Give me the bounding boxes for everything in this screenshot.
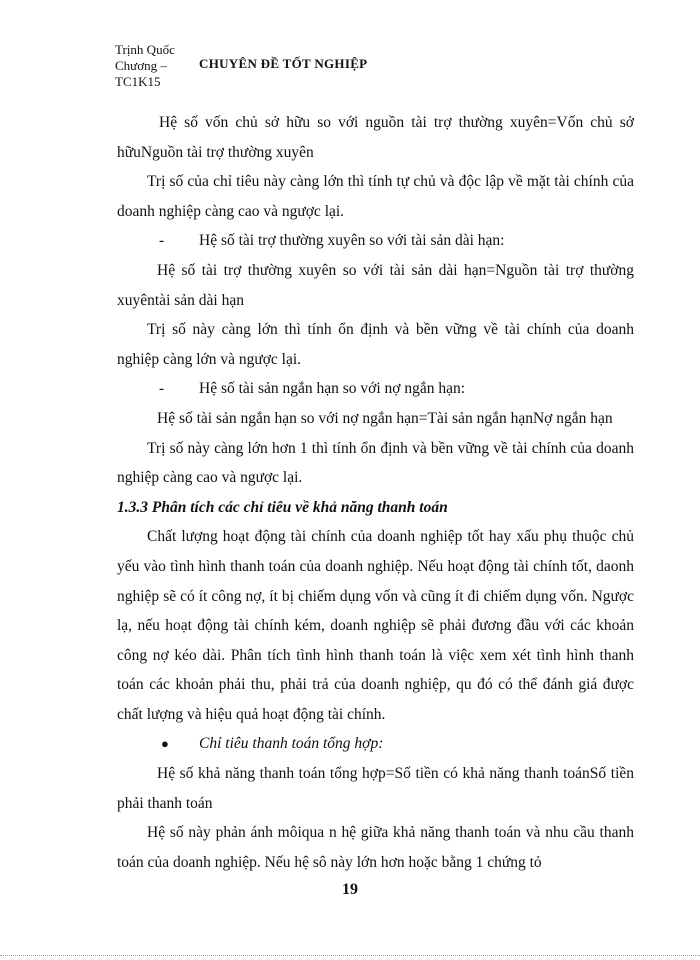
dash-item [117, 226, 634, 256]
paragraph: Hệ số này phản ánh môiqua n hệ giữa khả năng thanh toán và nhu cầu thanh toán của doanh nghiệp. Nếu hệ sô này lớn hơn hoặc bằng 1 chứng tỏ [117, 824, 634, 871]
section-heading: 1.3.3 Phân tích các chỉ tiêu về khả năng thanh toán [117, 498, 448, 516]
author-block [115, 42, 195, 90]
bullet-item [117, 729, 634, 759]
paragraph: Trị số này càng lớn hơn 1 thì tính ổn định và bền vững về tài chính của doanh nghiệp càng cao và ngược lại. [117, 439, 634, 487]
author-line: Chương – [115, 58, 167, 73]
author-line: Trịnh Quốc [115, 42, 175, 57]
paragraph: Trị số này càng lớn thì tính ổn định và bền vững về tài chính của doanh nghiệp càng lớn và ngược lại. [117, 321, 634, 368]
dash-item [117, 374, 634, 404]
paragraph: Chất lượng hoạt động tài chính của doanh nghiệp tốt hay xấu phụ thuộc chủ yếu vào tình hình thanh toán của doanh nghiệp. Nếu hoạt động tài chính tốt, daonh nghiệp sẽ có ít công nợ, ít bị chiếm dụng vốn và cũng ít đi chiếm dụng vốn. Ngược lạ, nếu hoạt động tài chính kém, doanh nghiệp sẽ phải đương đầu với các khoản công nợ kéo dài. Phân tích tình hình thanh toán là việc xem xét tình hình thanh toán các khoản phải thu, phải trả của doanh nghiệp, qu đó có thể đánh giá được chất lượng và hiệu quả hoạt động tài chính. [117, 528, 634, 723]
bullet-item-text: Chỉ tiêu thanh toán tổng hợp: [199, 735, 384, 753]
dash-item-text: Hệ số tài sản ngắn hạn so với nợ ngắn hạn: [199, 380, 466, 398]
paragraph: Hệ số vốn chủ sở hữu so với nguồn tài trợ thường xuyên=Vốn chủ sở hữuNguồn tài trợ thường xuyên [117, 114, 634, 161]
bullet-icon: ● [161, 736, 169, 752]
paragraph: Hệ số tài sản ngắn hạn so với nợ ngắn hạn=Tài sản ngắn hạnNợ ngắn hạn [157, 409, 613, 427]
paragraph: Trị số của chỉ tiêu này càng lớn thì tính tự chủ và độc lập về mặt tài chính của doanh nghiệp càng cao và ngược lại. [117, 173, 634, 220]
body-text [117, 108, 634, 877]
dash-marker: - [159, 380, 165, 398]
dash-marker: - [159, 232, 165, 250]
author-line: TC1K15 [115, 74, 161, 89]
page-number: 19 [342, 881, 358, 898]
document-title: CHUYÊN ĐỀ TỐT NGHIỆP [199, 56, 368, 71]
paragraph: Hệ số khả năng thanh toán tổng hợp=Số tiền có khả năng thanh toánSố tiền phải thanh toán [117, 765, 634, 812]
page-bottom-divider [0, 955, 700, 956]
dash-item-text: Hệ số tài trợ thường xuyên so với tài sản dài hạn: [199, 232, 505, 250]
paragraph: Hệ số tài trợ thường xuyên so với tài sản dài hạn=Nguồn tài trợ thường xuyêntài sản dài hạn [117, 261, 634, 309]
